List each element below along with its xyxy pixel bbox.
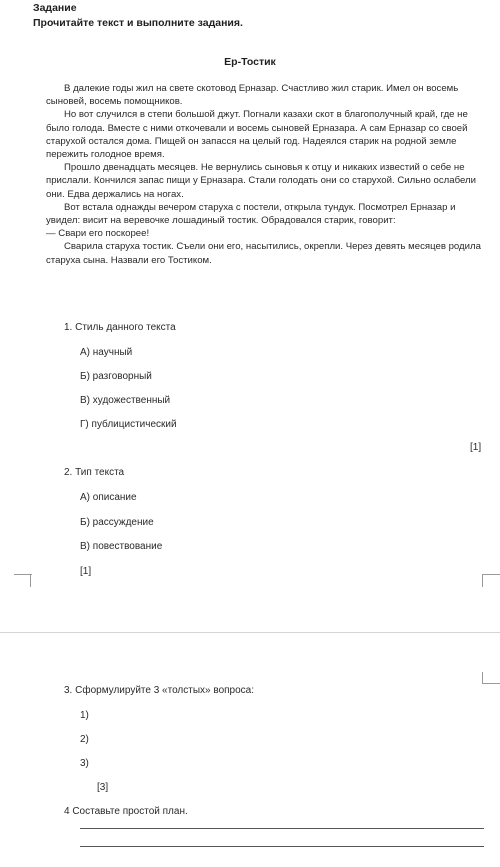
question-1-title: 1. Стиль данного текста	[64, 322, 176, 333]
question-1-option: Б) разговорный	[80, 371, 152, 382]
question-2-option: В) повествование	[80, 541, 163, 552]
question-1-score: [1]	[470, 442, 482, 453]
question-2-score: [1]	[80, 566, 92, 577]
answer-line[interactable]	[80, 846, 484, 847]
story-paragraph: Сварила старуха тостик. Съели они его, насытились, окрепли. Через девять месяцев родила старуха сына. Назвали его Тостиком.	[46, 241, 481, 266]
story-paragraph: В далекие годы жил на свете скотовод Ерназар. Счастливо жил старик. Имел он восемь сыновей, восемь помощников.	[46, 83, 459, 108]
question-3-item: 2)	[80, 734, 89, 745]
question-2-option: Б) рассуждение	[80, 517, 154, 528]
question-3-score: [3]	[97, 782, 109, 793]
story-paragraph: Но вот случился в степи большой джут. Погнали казахи скот в благополучный край, где не было голода. Вместе с ними откочевали и восемь сыновей Ерназара. А сам Ерназар со своей старухой остался дома. Пищей он запасся на целый год. Надеялся старик на родной земле пережить голодное время.	[46, 109, 468, 161]
question-1-option: А) научный	[80, 347, 133, 358]
question-1-option: Г) публицистический	[80, 419, 177, 430]
question-2-option: А) описание	[80, 492, 137, 503]
story-paragraph: Вот встала однажды вечером старуха с постели, открыла тундук. Посмотрел Ерназар и увидел: висит на веревочке лошадиный тостик. Обрадовался старик, говорит:	[46, 201, 456, 227]
answer-line[interactable]	[80, 828, 484, 829]
question-1-option: В) художественный	[80, 395, 171, 406]
task-instruction: Прочитайте текст и выполните задания.	[33, 17, 243, 29]
question-4-title: 4 Составьте простой план.	[64, 806, 188, 817]
task-title: Задание	[33, 2, 77, 14]
question-3-title: 3. Сформулируйте 3 «толстых» вопроса:	[64, 685, 255, 696]
question-2-title: 2. Тип текста	[64, 467, 125, 478]
story-paragraph: — Свари его поскорее!	[46, 228, 150, 240]
crop-mark	[482, 574, 500, 586]
story-paragraph: Прошло двенадцать месяцев. Не вернулись сыновья к отцу и никаких известий о себе не прислали. Кончился запас пищи у Ерназара. Стали голодать они со старухой. Сильно ослабели они. Едва держались на ногах.	[46, 162, 476, 200]
crop-mark	[14, 574, 32, 586]
page-divider	[0, 632, 500, 633]
story-title: Ер-Тостик	[224, 56, 276, 68]
story-text	[46, 82, 492, 267]
question-3-item: 3)	[80, 758, 89, 769]
crop-mark	[482, 672, 500, 684]
question-3-item: 1)	[80, 710, 89, 721]
